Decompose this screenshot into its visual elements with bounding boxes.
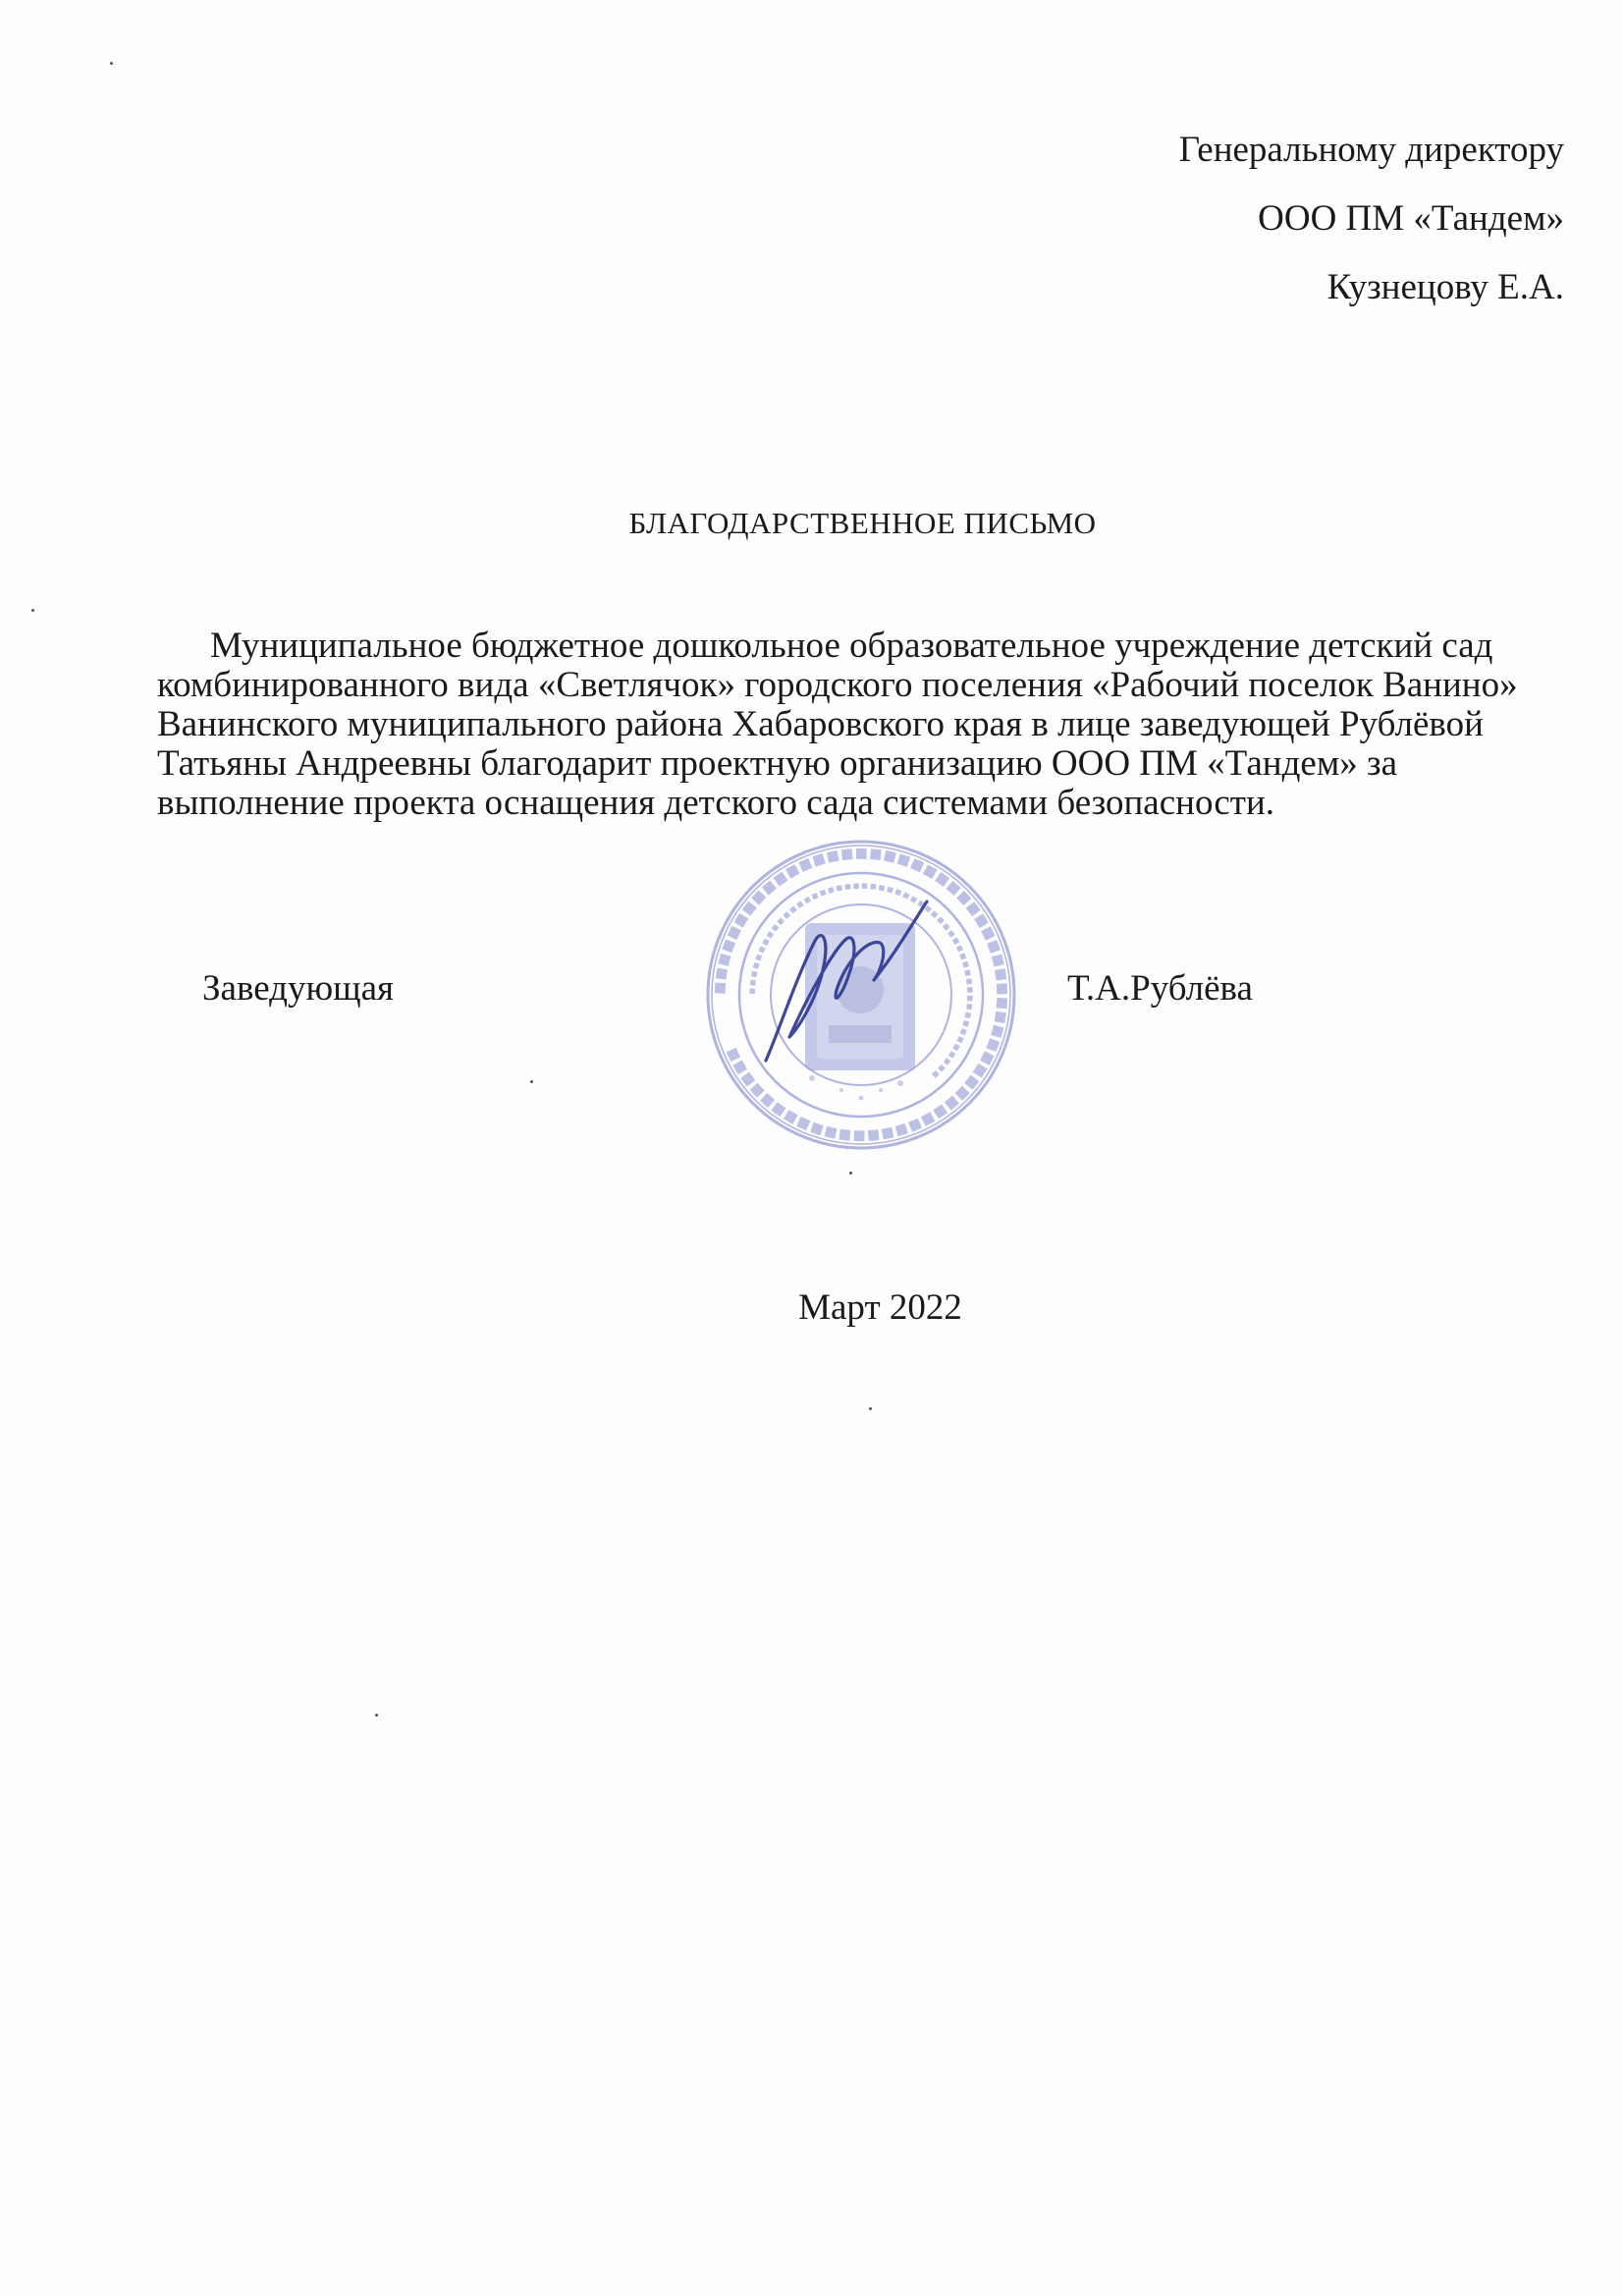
scan-speck [849,1172,852,1175]
signatory-role: Заведующая [202,968,395,1009]
scan-speck [375,1714,378,1717]
document-title: БЛАГОДАРСТВЕННОЕ ПИСЬМО [628,506,1097,540]
svg-text:▪▪▪▪▪▪▪▪▪▪▪▪▪▪▪▪▪▪▪▪▪▪▪▪▪▪▪▪▪▪: ▪▪▪▪▪▪▪▪▪▪▪▪▪▪▪▪▪▪▪▪▪▪▪▪▪▪▪▪▪▪▪▪▪▪▪▪▪▪▪▪▪▪▪▪▪▪▪▪▪▪▪ [744,878,978,1083]
signatory-name: Т.А.Рублёва [1067,968,1253,1009]
document-title-row [0,506,1623,541]
svg-text:■■■■■■■■■■■■■■■■■■■■■■■■■■■■■■: ■■■■■■■■■■■■■■■■■■■■■■■■■■■■■■■■■■■■■■■■■■■■■■■■■■■■■■■■■■ [711,845,1011,1145]
scan-speck [869,1407,872,1410]
document-date-row [0,1286,1623,1329]
addressee-line: Генеральному директору [1178,130,1564,170]
addressee-block [877,116,1564,322]
letter-body: Муниципальное бюджетное дошкольное образовательное учреждение детский сад комбинированного вида «Светлячок» городского поселения «Рабочий поселок Ванино» Ванинского муниципального района Хабаровского края в лице заведующей Рублёвой Татьяны Андреевны благодарит проектную организацию ООО ПМ «Тандем» за выполнение проекта оснащения детского сада системами безопасности. [157,626,1518,823]
scan-speck [31,609,34,612]
scan-speck [530,1080,533,1083]
addressee-line: ООО ПМ «Тандем» [1258,198,1564,239]
scan-speck [110,62,113,65]
document-date: Март 2022 [798,1287,962,1328]
addressee-line: Кузнецову Е.А. [1326,267,1564,307]
official-stamp [699,833,1023,1157]
